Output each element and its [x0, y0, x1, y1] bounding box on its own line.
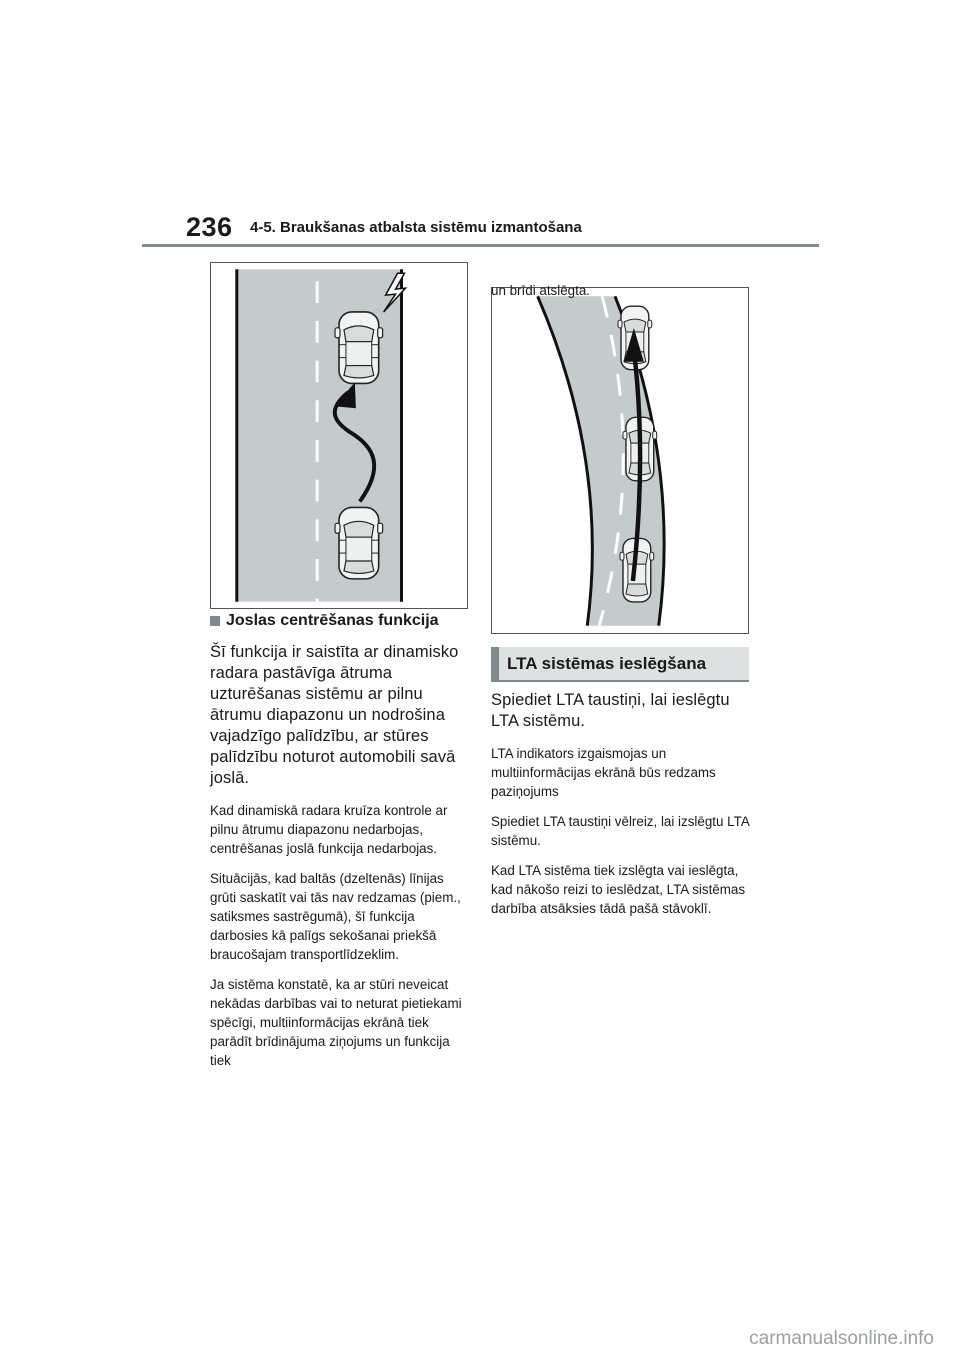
left-column	[210, 612, 470, 1081]
paragraph: Kad LTA sistēma tiek izslēgta vai ieslēgta, kad nākošo reizi to ieslēdzat, LTA sistēmas darbība atsāksies tādā pašā stāvoklī.	[491, 863, 746, 916]
paragraph: Situācijās, kad baltās (dzeltenās) līnijas grūti saskatīt vai tās nav redzamas (piem., satiksmes sastrēgumā), šī funkcija darbosies kā palīgs sekošanai priekšā braucošajam transportlīdzeklim.	[210, 871, 461, 962]
continuation-text: un brīdi atslēgta.	[491, 283, 591, 298]
paragraph: LTA indikators izgaismojas un multiinformācijas ekrānā būs redzams paziņojums	[491, 746, 716, 799]
subheading	[210, 612, 470, 630]
section-title: 4-5. Braukšanas atbalsta sistēmu izmantošana	[250, 219, 582, 236]
lane-centering-illustration	[211, 263, 467, 608]
right-column	[491, 690, 753, 929]
square-bullet-icon	[210, 616, 220, 626]
paragraph: Ja sistēma konstatē, ka ar stūri neveicat nekādas darbības vai to neturat pietiekami spēcīgi, multiinformācijas ekrānā tiek parādīt brīdinājuma ziņojums un funkcija tiek	[210, 977, 462, 1068]
watermark: carmanualsonline.info	[749, 1328, 934, 1349]
section-heading: LTA sistēmas ieslēgšana	[507, 653, 707, 673]
paragraph: Kad dinamiskā radara kruīza kontrole ar pilnu ātrumu diapazonu nedarbojas, centrēšanas joslā funkcija nedarbojas.	[210, 803, 448, 856]
paragraph: Spiediet LTA taustiņi vēlreiz, lai izslēgtu LTA sistēmu.	[491, 814, 750, 848]
lane-following-illustration	[492, 288, 748, 633]
header-rule	[142, 244, 819, 247]
car-icon	[335, 507, 383, 578]
lead-paragraph: Šī funkcija ir saistīta ar dinamisko radara pastāvīga ātruma uzturēšanas sistēmu ar pilnu ātrumu diapazonu un nodrošina vajadzīgo palīdzību, ar stūres palīdzību noturot automobili savā joslā.	[210, 643, 459, 787]
car-icon	[335, 312, 383, 383]
lead-paragraph: Spiediet LTA taustiņi, lai ieslēgtu LTA sistēmu.	[491, 691, 730, 730]
figure-lane-centering	[210, 262, 468, 609]
subheading-text: Joslas centrēšanas funkcija	[226, 612, 439, 629]
page-number: 236	[186, 212, 233, 242]
figure-lane-following	[491, 287, 749, 634]
section-heading-box	[491, 647, 749, 680]
